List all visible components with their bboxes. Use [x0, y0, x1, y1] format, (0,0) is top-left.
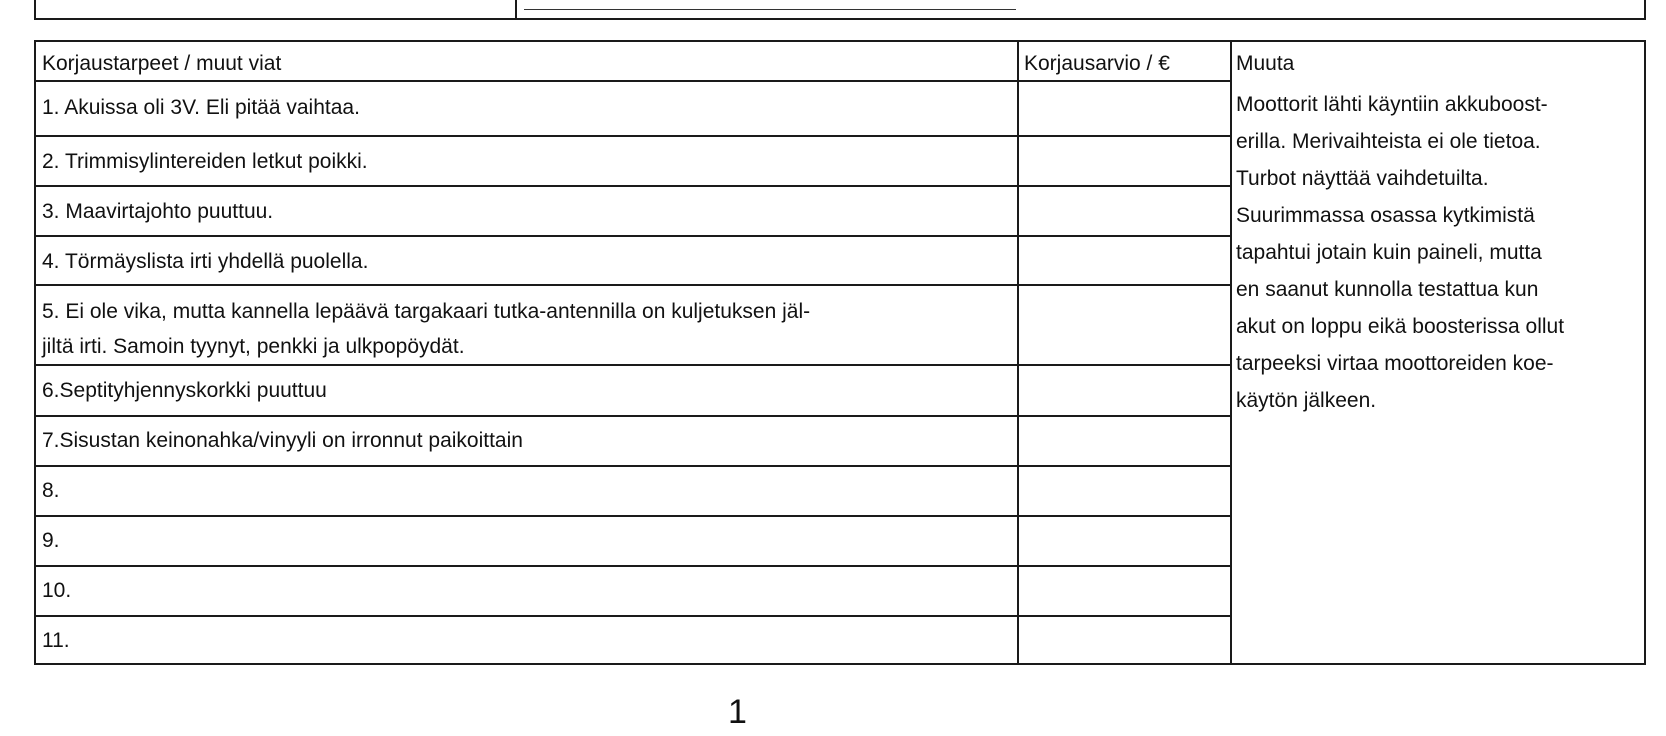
row-divider: [36, 235, 1230, 237]
other-notes-line: akut on loppu eikä boosterissa ollut: [1236, 315, 1565, 338]
row-divider: [36, 565, 1230, 567]
other-notes-line: erilla. Merivaihteista ei ole tietoa.: [1236, 130, 1541, 153]
repair-item-10: 10.: [42, 579, 72, 602]
row-divider: [36, 364, 1230, 366]
other-notes-line: Suurimmassa osassa kytkimistä: [1236, 204, 1535, 227]
repair-item-8: 8.: [42, 479, 60, 502]
previous-table-divider: [515, 0, 517, 18]
repair-item-5-line-1: 5. Ei ole vika, mutta kannella lepäävä targakaari tutka-antennilla on kuljetuksen jäl-: [42, 300, 811, 323]
row-divider: [36, 465, 1230, 467]
repair-item-11: 11.: [42, 629, 70, 652]
repair-item-1: 1. Akuissa oli 3V. Eli pitää vaihtaa.: [42, 96, 360, 119]
page-number: 1: [728, 693, 747, 731]
row-divider: [36, 284, 1230, 286]
repair-item-5-line-2: jiltä irti. Samoin tyynyt, penkki ja ulkpopöydät.: [42, 335, 465, 358]
row-divider: [36, 80, 1230, 82]
row-divider: [36, 185, 1230, 187]
column-divider-other: [1230, 42, 1232, 663]
repair-item-6: 6.Septityhjennyskorkki puuttuu: [42, 379, 327, 402]
repair-item-4: 4. Törmäyslista irti yhdellä puolella.: [42, 250, 369, 273]
previous-table-fragment: [34, 0, 1646, 20]
other-notes-line: Moottorit lähti käyntiin akkuboost-: [1236, 93, 1548, 116]
other-notes-line: tarpeeksi virtaa moottoreiden koe-: [1236, 352, 1554, 375]
row-divider: [36, 515, 1230, 517]
repair-needs-table: [34, 40, 1646, 665]
other-notes-line: tapahtui jotain kuin paineli, mutta: [1236, 241, 1542, 264]
other-notes-line: käytön jälkeen.: [1236, 389, 1377, 412]
other-notes-line: Turbot näyttää vaihdetuilta.: [1236, 167, 1489, 190]
header-estimate: Korjausarvio / €: [1024, 52, 1170, 75]
row-divider: [36, 415, 1230, 417]
header-other: Muuta: [1236, 52, 1295, 75]
header-description: Korjaustarpeet / muut viat: [42, 52, 282, 75]
row-divider: [36, 135, 1230, 137]
repair-item-7: 7.Sisustan keinonahka/vinyyli on irronnut paikoittain: [42, 429, 523, 452]
repair-item-3: 3. Maavirtajohto puuttuu.: [42, 200, 274, 223]
repair-item-2: 2. Trimmisylintereiden letkut poikki.: [42, 150, 368, 173]
other-notes-line: en saanut kunnolla testattua kun: [1236, 278, 1539, 301]
row-divider: [36, 615, 1230, 617]
previous-table-underline: [524, 9, 1016, 10]
other-notes: [1236, 86, 1636, 419]
repair-item-9: 9.: [42, 529, 60, 552]
